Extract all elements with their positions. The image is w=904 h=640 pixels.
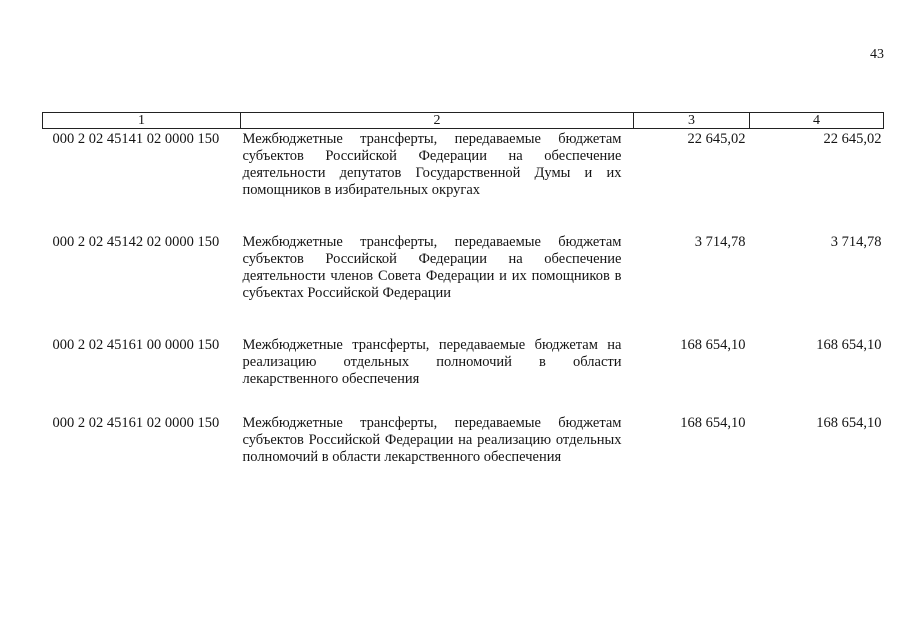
- table-row: [43, 129, 884, 233]
- column-header-2: 2: [241, 113, 634, 129]
- budget-description: Межбюджетные трансферты, передаваемые бюджетам субъектов Российской Федерации на обеспечение деятельности депутатов Государственной Думы и их помощников в избирательных округах: [242, 131, 622, 198]
- budget-description: Межбюджетные трансферты, передаваемые бюджетам на реализацию отдельных полномочий в области лекарственного обеспечения: [242, 337, 622, 387]
- amount-column-3: 168 654,10: [680, 415, 746, 431]
- amount-column-4: 3 714,78: [830, 234, 882, 250]
- budget-description: Межбюджетные трансферты, передаваемые бюджетам субъектов Российской Федерации на обеспечение деятельности членов Совета Федерации и их помощников в субъектах Российской Федерации: [242, 234, 622, 301]
- table-body: [43, 129, 884, 476]
- budget-code: 000 2 02 45161 02 0000 150: [52, 415, 220, 431]
- column-header-3: 3: [634, 113, 750, 129]
- table-header: [43, 113, 884, 129]
- budget-code: 000 2 02 45161 00 0000 150: [52, 337, 220, 353]
- budget-table: [42, 112, 884, 475]
- amount-column-4: 168 654,10: [816, 337, 882, 353]
- amount-column-4: 22 645,02: [823, 131, 882, 147]
- table-row: [43, 232, 884, 335]
- table-row: [43, 335, 884, 413]
- amount-column-3: 22 645,02: [687, 131, 746, 147]
- column-header-1: 1: [43, 113, 241, 129]
- budget-code: 000 2 02 45142 02 0000 150: [52, 234, 220, 250]
- amount-column-3: 168 654,10: [680, 337, 746, 353]
- column-header-4: 4: [750, 113, 884, 129]
- amount-column-3: 3 714,78: [694, 234, 746, 250]
- table-header-row: [43, 113, 884, 129]
- table-row: [43, 413, 884, 475]
- budget-description: Межбюджетные трансферты, передаваемые бюджетам субъектов Российской Федерации на реализацию отдельных полномочий в области лекарственного обеспечения: [242, 415, 622, 465]
- page-number: 43: [870, 47, 884, 62]
- amount-column-4: 168 654,10: [816, 415, 882, 431]
- budget-code: 000 2 02 45141 02 0000 150: [52, 131, 220, 147]
